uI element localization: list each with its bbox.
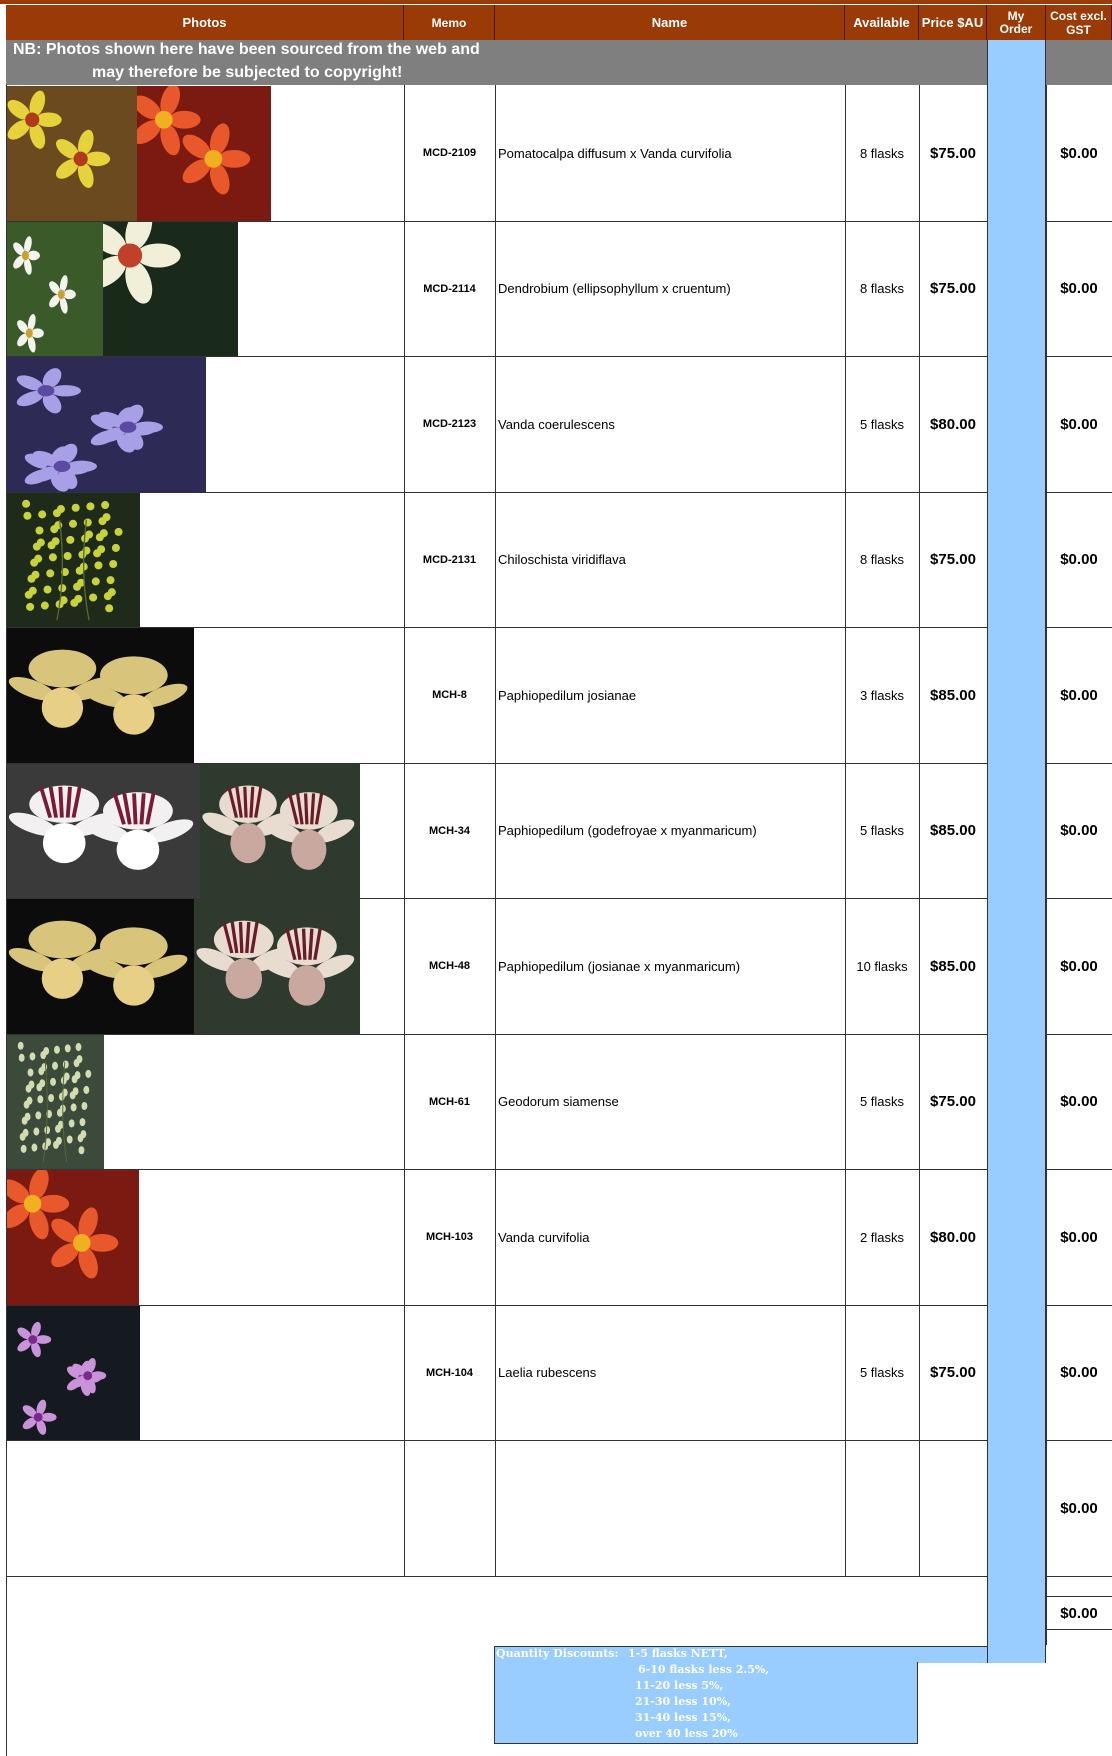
row-divider	[6, 1576, 987, 1577]
orchid-white-icon	[6, 222, 103, 356]
row-available: 5 flasks	[859, 823, 905, 838]
paphiopedilum-yellow-icon	[6, 628, 194, 763]
row-price	[919, 1440, 987, 1576]
paphiopedilum-striped-icon	[200, 764, 360, 898]
header-name: Name	[495, 5, 845, 40]
row-memo: MCH-34	[429, 824, 470, 837]
row-cost: $0.00	[1060, 1093, 1098, 1110]
row-cost: $0.00	[1060, 957, 1098, 975]
row-available: 8 flasks	[859, 552, 905, 567]
discount-text	[496, 1646, 916, 1740]
row-cost: $0.00	[1060, 144, 1098, 162]
row-name: Pomatocalpa diffusum x Vanda curvifolia	[498, 145, 732, 161]
geodorum-icon	[6, 1035, 104, 1169]
column-divider	[845, 85, 846, 1576]
orchid-yellow-icon	[6, 86, 137, 221]
row-divider-cost	[1046, 1576, 1112, 1577]
row-available: 5 flasks	[859, 1365, 905, 1380]
row-cost: $0.00	[1060, 280, 1098, 297]
my-order-column[interactable]	[987, 40, 1046, 1663]
row-available: 8 flasks	[859, 281, 905, 296]
header-available: Available	[845, 5, 919, 40]
row-price: $80.00	[930, 415, 976, 433]
paphiopedilum-spotted-icon	[6, 764, 200, 898]
row-memo: MCH-104	[425, 1366, 474, 1379]
row-available: 5 flasks	[859, 1094, 905, 1109]
discount-line-0: 1-5 flasks NETT,	[628, 1647, 728, 1660]
notice-line-1: NB: Photos shown here have been sourced from the web and	[13, 41, 480, 58]
row-name: Laelia rubescens	[498, 1365, 597, 1380]
row-available: 2 flasks	[859, 1229, 905, 1245]
row-cost: $0.00	[1060, 1499, 1098, 1517]
total-bottom-border	[1046, 1629, 1112, 1630]
discount-line-4: 31-40 less 15%,	[635, 1711, 731, 1724]
row-available: 8 flasks	[859, 145, 905, 161]
row-cost: $0.00	[1060, 822, 1098, 839]
row-cost: $0.00	[1060, 415, 1098, 433]
orchid-white-red-icon	[103, 222, 238, 356]
discount-label: Quantity Discounts:	[496, 1647, 619, 1660]
discount-line-5: over 40 less 20%	[635, 1727, 738, 1740]
row-memo: MCD-2114	[423, 282, 476, 295]
row-cost: $0.00	[1060, 1364, 1098, 1381]
row-memo: MCD-2109	[422, 147, 477, 159]
header-price: Price $AU	[919, 5, 987, 40]
paphiopedilum-striped-icon	[194, 899, 360, 1034]
discount-line-1: 6-10 flasks less 2.5%,	[638, 1663, 770, 1676]
header-memo: Memo	[404, 5, 495, 40]
row-cost: $0.00	[1060, 1228, 1098, 1246]
header-photos: Photos	[6, 5, 404, 40]
row-available: 10 flasks	[856, 958, 908, 974]
laelia-pink-icon	[6, 1306, 140, 1440]
column-divider	[1046, 85, 1047, 1645]
row-name: Chiloschista viridiflava	[498, 552, 626, 567]
row-name: Dendrobium (ellipsophyllum x cruentum)	[498, 281, 731, 296]
row-memo	[404, 1440, 495, 1576]
row-cost: $0.00	[1060, 551, 1098, 568]
row-memo: MCH-61	[429, 1095, 470, 1108]
row-memo: MCD-2131	[422, 553, 477, 566]
row-price: $85.00	[930, 957, 976, 975]
row-price: $80.00	[930, 1228, 976, 1246]
row-name: Paphiopedilum (josianae x myanmaricum)	[498, 958, 741, 974]
orchid-red-icon	[6, 1170, 139, 1305]
notice-line-2: may therefore be subjected to copyright!	[92, 64, 403, 81]
total-cost: $0.00	[1060, 1604, 1098, 1622]
row-available: 3 flasks	[859, 687, 905, 703]
row-name: Vanda curvifolia	[498, 1229, 590, 1245]
header-my-order: My Order	[987, 5, 1046, 40]
row-name: Paphiopedilum (godefroyae x myanmaricum)	[498, 823, 757, 838]
row-price: $75.00	[930, 1093, 976, 1110]
header-cost: Cost excl. GST	[1046, 5, 1112, 40]
row-price: $85.00	[930, 686, 976, 704]
row-price: $75.00	[930, 551, 976, 568]
row-name: Vanda coerulescens	[498, 416, 615, 432]
column-divider	[919, 85, 920, 1576]
row-price: $75.00	[930, 1364, 976, 1381]
orchid-blue-icon	[6, 357, 206, 492]
row-price: $85.00	[930, 822, 976, 839]
discount-line-3: 21-30 less 10%,	[635, 1695, 731, 1708]
discount-line-2: 11-20 less 5%,	[635, 1679, 724, 1692]
row-name: Paphiopedilum josianae	[498, 687, 637, 703]
orchid-green-spray-icon	[6, 493, 140, 627]
row-memo: MCD-2123	[422, 418, 477, 430]
top-border	[0, 0, 1112, 4]
column-divider	[495, 85, 496, 1576]
notice-bar-end	[1046, 40, 1112, 85]
row-name: Geodorum siamense	[498, 1094, 619, 1109]
row-cost: $0.00	[1060, 686, 1098, 704]
paphiopedilum-yellow-icon	[6, 899, 194, 1034]
row-memo: MCH-103	[425, 1231, 474, 1243]
row-price: $75.00	[930, 144, 976, 162]
column-divider	[404, 85, 405, 1576]
row-price: $75.00	[930, 280, 976, 297]
row-available	[845, 1440, 919, 1576]
orchid-red-icon	[137, 86, 271, 221]
row-memo: MCH-48	[429, 960, 470, 972]
row-memo: MCH-8	[432, 689, 467, 701]
left-border	[6, 85, 7, 1756]
row-name	[495, 1440, 845, 1576]
row-available: 5 flasks	[859, 416, 905, 432]
